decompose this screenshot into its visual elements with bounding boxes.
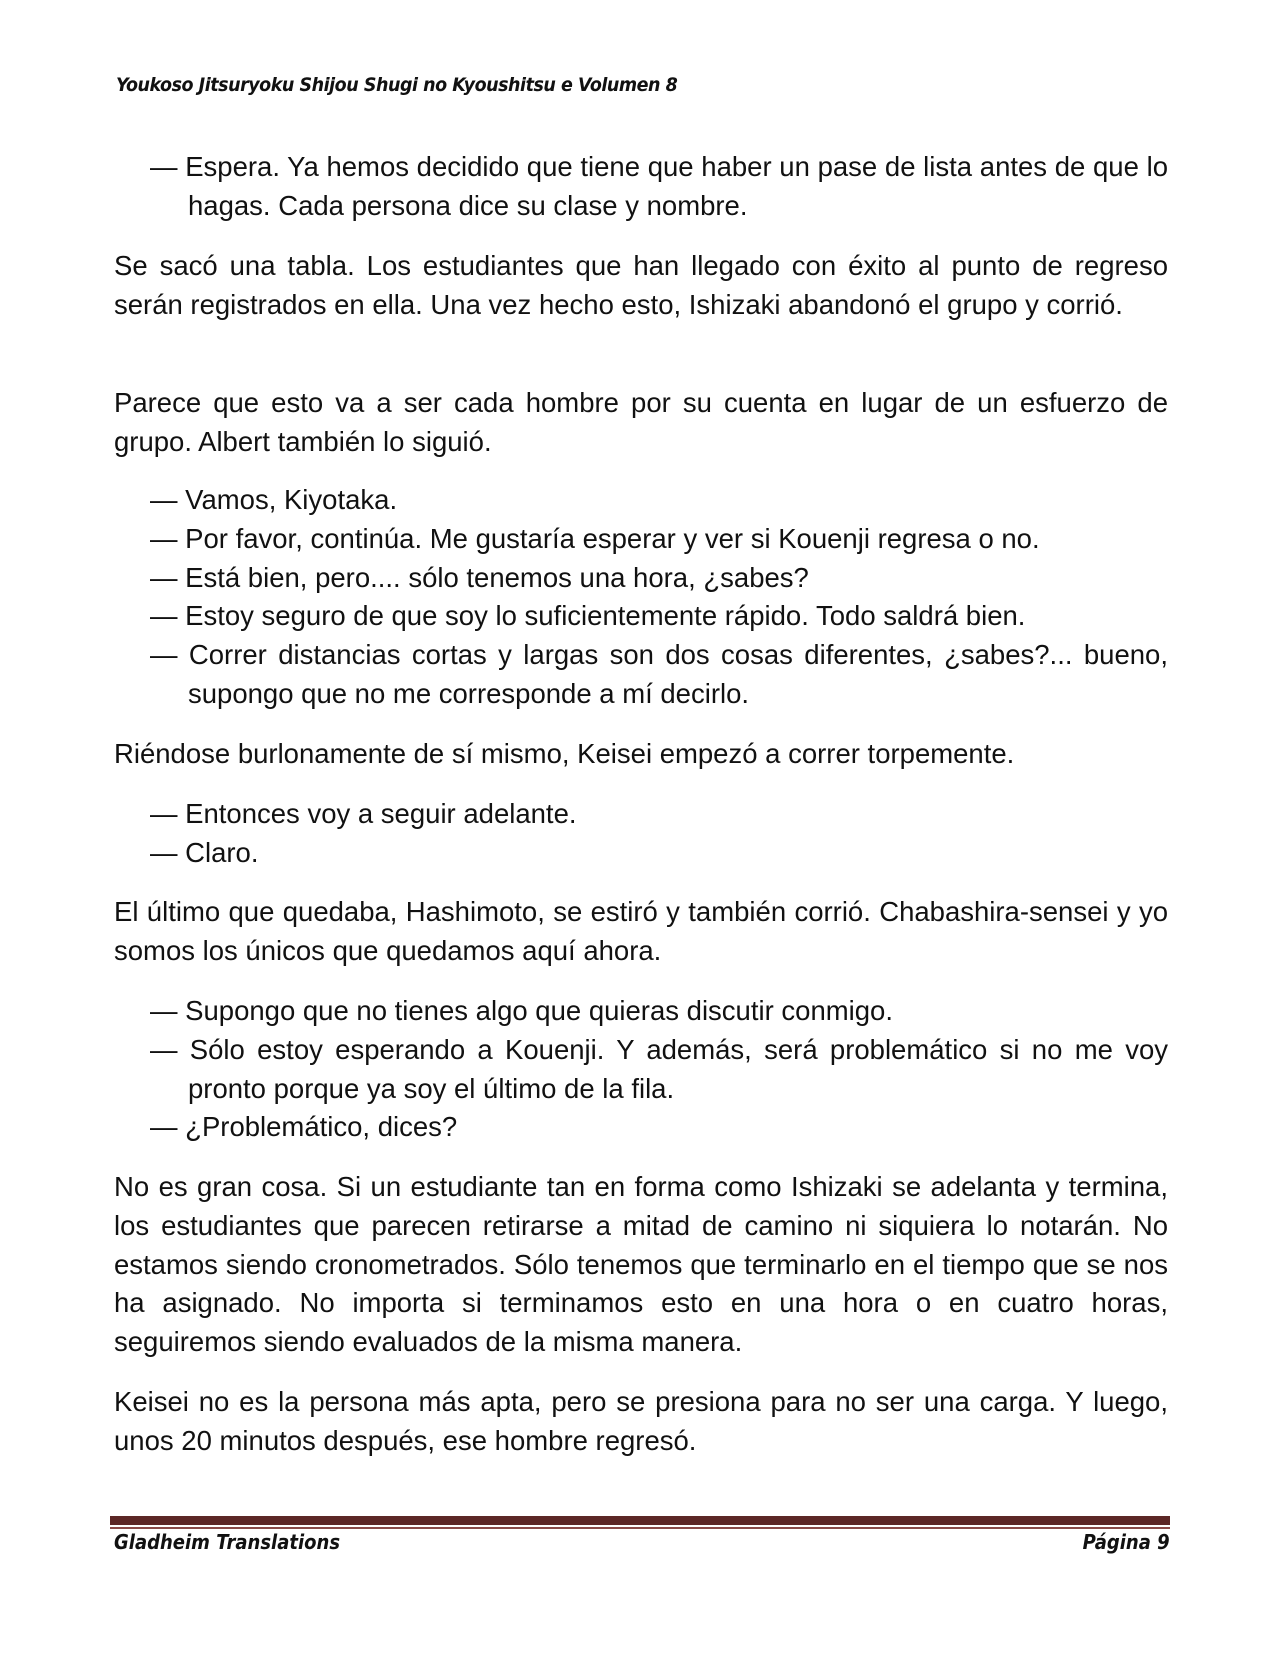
dialogue-line: — Por favor, continúa. Me gustaría esperar y ver si Kouenji regresa o no. bbox=[150, 522, 1040, 554]
paragraph-text: Keisei no es la persona más apta, pero se presiona para no ser una carga. Y luego, unos 20 minutos después, ese hombre regresó. bbox=[114, 1386, 1168, 1456]
footer-credit: Gladheim Translations bbox=[114, 1530, 341, 1554]
paragraph bbox=[114, 384, 1168, 462]
paragraph bbox=[114, 1383, 1168, 1461]
dialogue-line: — Estoy seguro de que soy lo suficientemente rápido. Todo saldrá bien. bbox=[150, 600, 1026, 632]
footer-rule bbox=[110, 1516, 1170, 1527]
paragraph bbox=[114, 893, 1168, 971]
page-number: Página 9 bbox=[1082, 1530, 1170, 1554]
dialogue-line: — Claro. bbox=[150, 836, 259, 868]
paragraph-text: El último que quedaba, Hashimoto, se estiró y también corrió. Chabashira-sensei y yo somos los únicos que quedamos aquí ahora. bbox=[114, 896, 1168, 966]
paragraph-text: Parece que esto va a ser cada hombre por su cuenta en lugar de un esfuerzo de grupo. Albert también lo siguió. bbox=[114, 387, 1168, 457]
dialogue-line: — Entonces voy a seguir adelante. bbox=[150, 798, 577, 829]
dialogue-line: — Supongo que no tienes algo que quieras discutir conmigo. bbox=[150, 995, 893, 1026]
dialogue-line: — Está bien, pero.... sólo tenemos una hora, ¿sabes? bbox=[150, 561, 809, 593]
dialogue-line: — Espera. Ya hemos decidido que tiene que haber un pase de lista antes de que lo hagas. Cada persona dice su clase y nombre. bbox=[150, 151, 1168, 221]
paragraph bbox=[114, 247, 1168, 325]
dialogue-line: — Vamos, Kiyotaka. bbox=[150, 484, 398, 515]
dialogue-block bbox=[114, 481, 1168, 714]
dialogue-block bbox=[114, 992, 1168, 1147]
running-header: Youkoso Jitsuryoku Shijou Shugi no Kyoushitsu e Volumen 8 bbox=[116, 74, 678, 96]
dialogue-block bbox=[114, 148, 1168, 226]
dialogue-line: — Sólo estoy esperando a Kouenji. Y además, será problemático si no me voy pronto porque ya soy el último de la fila. bbox=[150, 1033, 1168, 1104]
paragraph-text: No es gran cosa. Si un estudiante tan en forma como Ishizaki se adelanta y termina, los estudiantes que parecen retirarse a mitad de camino ni siquiera lo notarán. No estamos siendo cronometrados. Sólo tenemos que terminarlo en el tiempo que se nos ha asignado. No importa si terminamos esto en una hora o en cuatro horas, seguiremos siendo evaluados de la misma manera. bbox=[114, 1171, 1168, 1358]
paragraph bbox=[114, 735, 1168, 774]
dialogue-line: — ¿Problemático, dices? bbox=[150, 1111, 458, 1143]
dialogue-block bbox=[114, 795, 1168, 873]
paragraph-text: Se sacó una tabla. Los estudiantes que han llegado con éxito al punto de regreso serán registrados en ella. Una vez hecho esto, Ishizaki abandonó el grupo y corrió. bbox=[114, 250, 1168, 320]
paragraph bbox=[114, 1168, 1168, 1362]
dialogue-line: — Correr distancias cortas y largas son dos cosas diferentes, ¿sabes?... bueno, supongo que no me corresponde a mí decirlo. bbox=[150, 639, 1168, 709]
paragraph-text: Riéndose burlonamente de sí mismo, Keisei empezó a correr torpemente. bbox=[114, 738, 1015, 769]
